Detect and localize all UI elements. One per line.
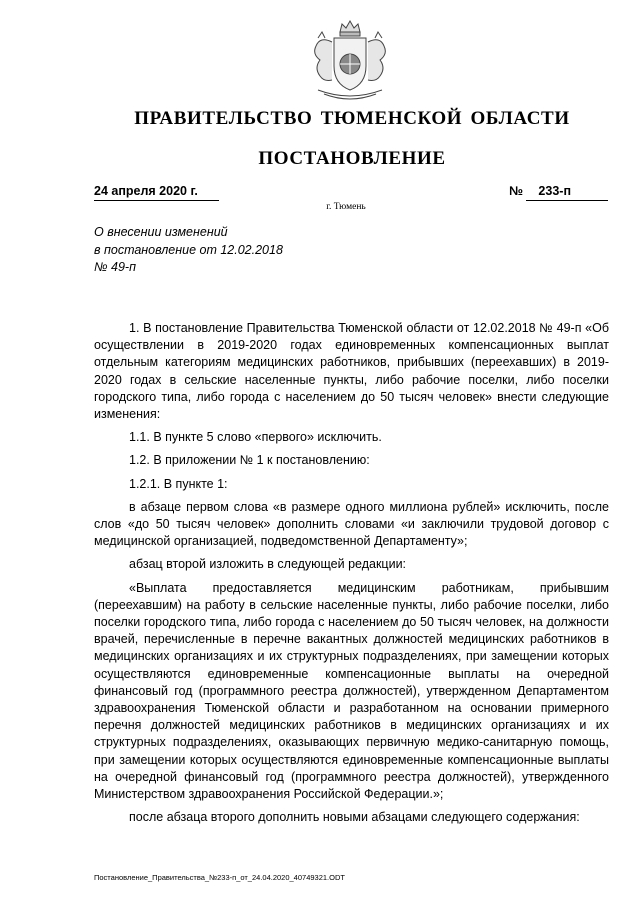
subject-line: в постановление от 12.02.2018 — [94, 242, 283, 257]
number-sign: № — [509, 184, 523, 198]
body-paragraph: 1.2. В приложении № 1 к постановлению: — [129, 453, 370, 468]
document-body — [94, 320, 609, 832]
file-name-footer: Постановление_Правительства_№233-п_от_24.04.2020_40749321.ODT — [94, 873, 345, 882]
document-date: 24 апреля 2020 г. — [94, 184, 219, 201]
body-paragraph: абзац второй изложить в следующей редакции: — [129, 557, 407, 572]
body-paragraph: «Выплата предоставляется медицинским работникам, прибывшим (переехавшим) на работу в сельские населенные пункты, либо рабочие поселки, либо поселки городского типа, либо города с населением до 50 тысяч человек, на должности врачей, перечисленные в перечне вакантных должностей медицинских работников в медицинских организациях и их структурных подразделениях, при замещении которых осуществляются единовременные компенсационные выплаты на очередной финансовый год (программного реестра должностей), утвержденном Департаментом здравоохранения Тюменской области и разработанном на основании примерного перечня должностей медицинских работников в медицинских организациях и их структурных подразделениях, оказывающих первичную медико-санитарную помощь, при замещении которых осуществляются единовременные компенсационные выплаты на очередной финансовый год (программного реестра должностей), утвержденного Министерством здравоохранения Российской Федерации.»; — [94, 580, 609, 802]
coat-of-arms-icon — [302, 18, 398, 104]
city-name: г. Тюмень — [326, 202, 366, 212]
body-paragraph: 1.2.1. В пункте 1: — [129, 476, 228, 491]
subject-line: О внесении изменений — [94, 225, 228, 239]
number-value: 233-п — [526, 184, 608, 201]
subject-block — [94, 224, 283, 277]
government-title: ПРАВИТЕЛЬСТВО ТЮМЕНСКОЙ ОБЛАСТИ — [134, 108, 570, 129]
subject-line: № 49-п — [94, 260, 136, 274]
body-paragraph: в абзаце первом слова «в размере одного миллиона рублей» исключить, после слов «до 50 тысяч человек» дополнить словами «и заключили трудовой договор с медицинской организацией, подведомственной Департаменту»; — [94, 499, 609, 549]
body-paragraph: после абзаца второго дополнить новыми абзацами следующего содержания: — [129, 810, 580, 825]
body-paragraph: 1. В постановление Правительства Тюменской области от 12.02.2018 № 49-п «Об осуществлении в 2019-2020 годах единовременных компенсационных выплат отдельным категориям медицинских работников, прибывших (переехавших) в 2019-2020 годах в сельские населенные пункты, либо рабочие поселки, либо поселки городского типа, либо города с населением до 50 тысяч человек» внести следующие изменения: — [94, 321, 609, 422]
document-number — [509, 184, 608, 201]
document-type: ПОСТАНОВЛЕНИЕ — [258, 148, 446, 169]
body-paragraph: 1.1. В пункте 5 слово «первого» исключить. — [129, 430, 382, 445]
